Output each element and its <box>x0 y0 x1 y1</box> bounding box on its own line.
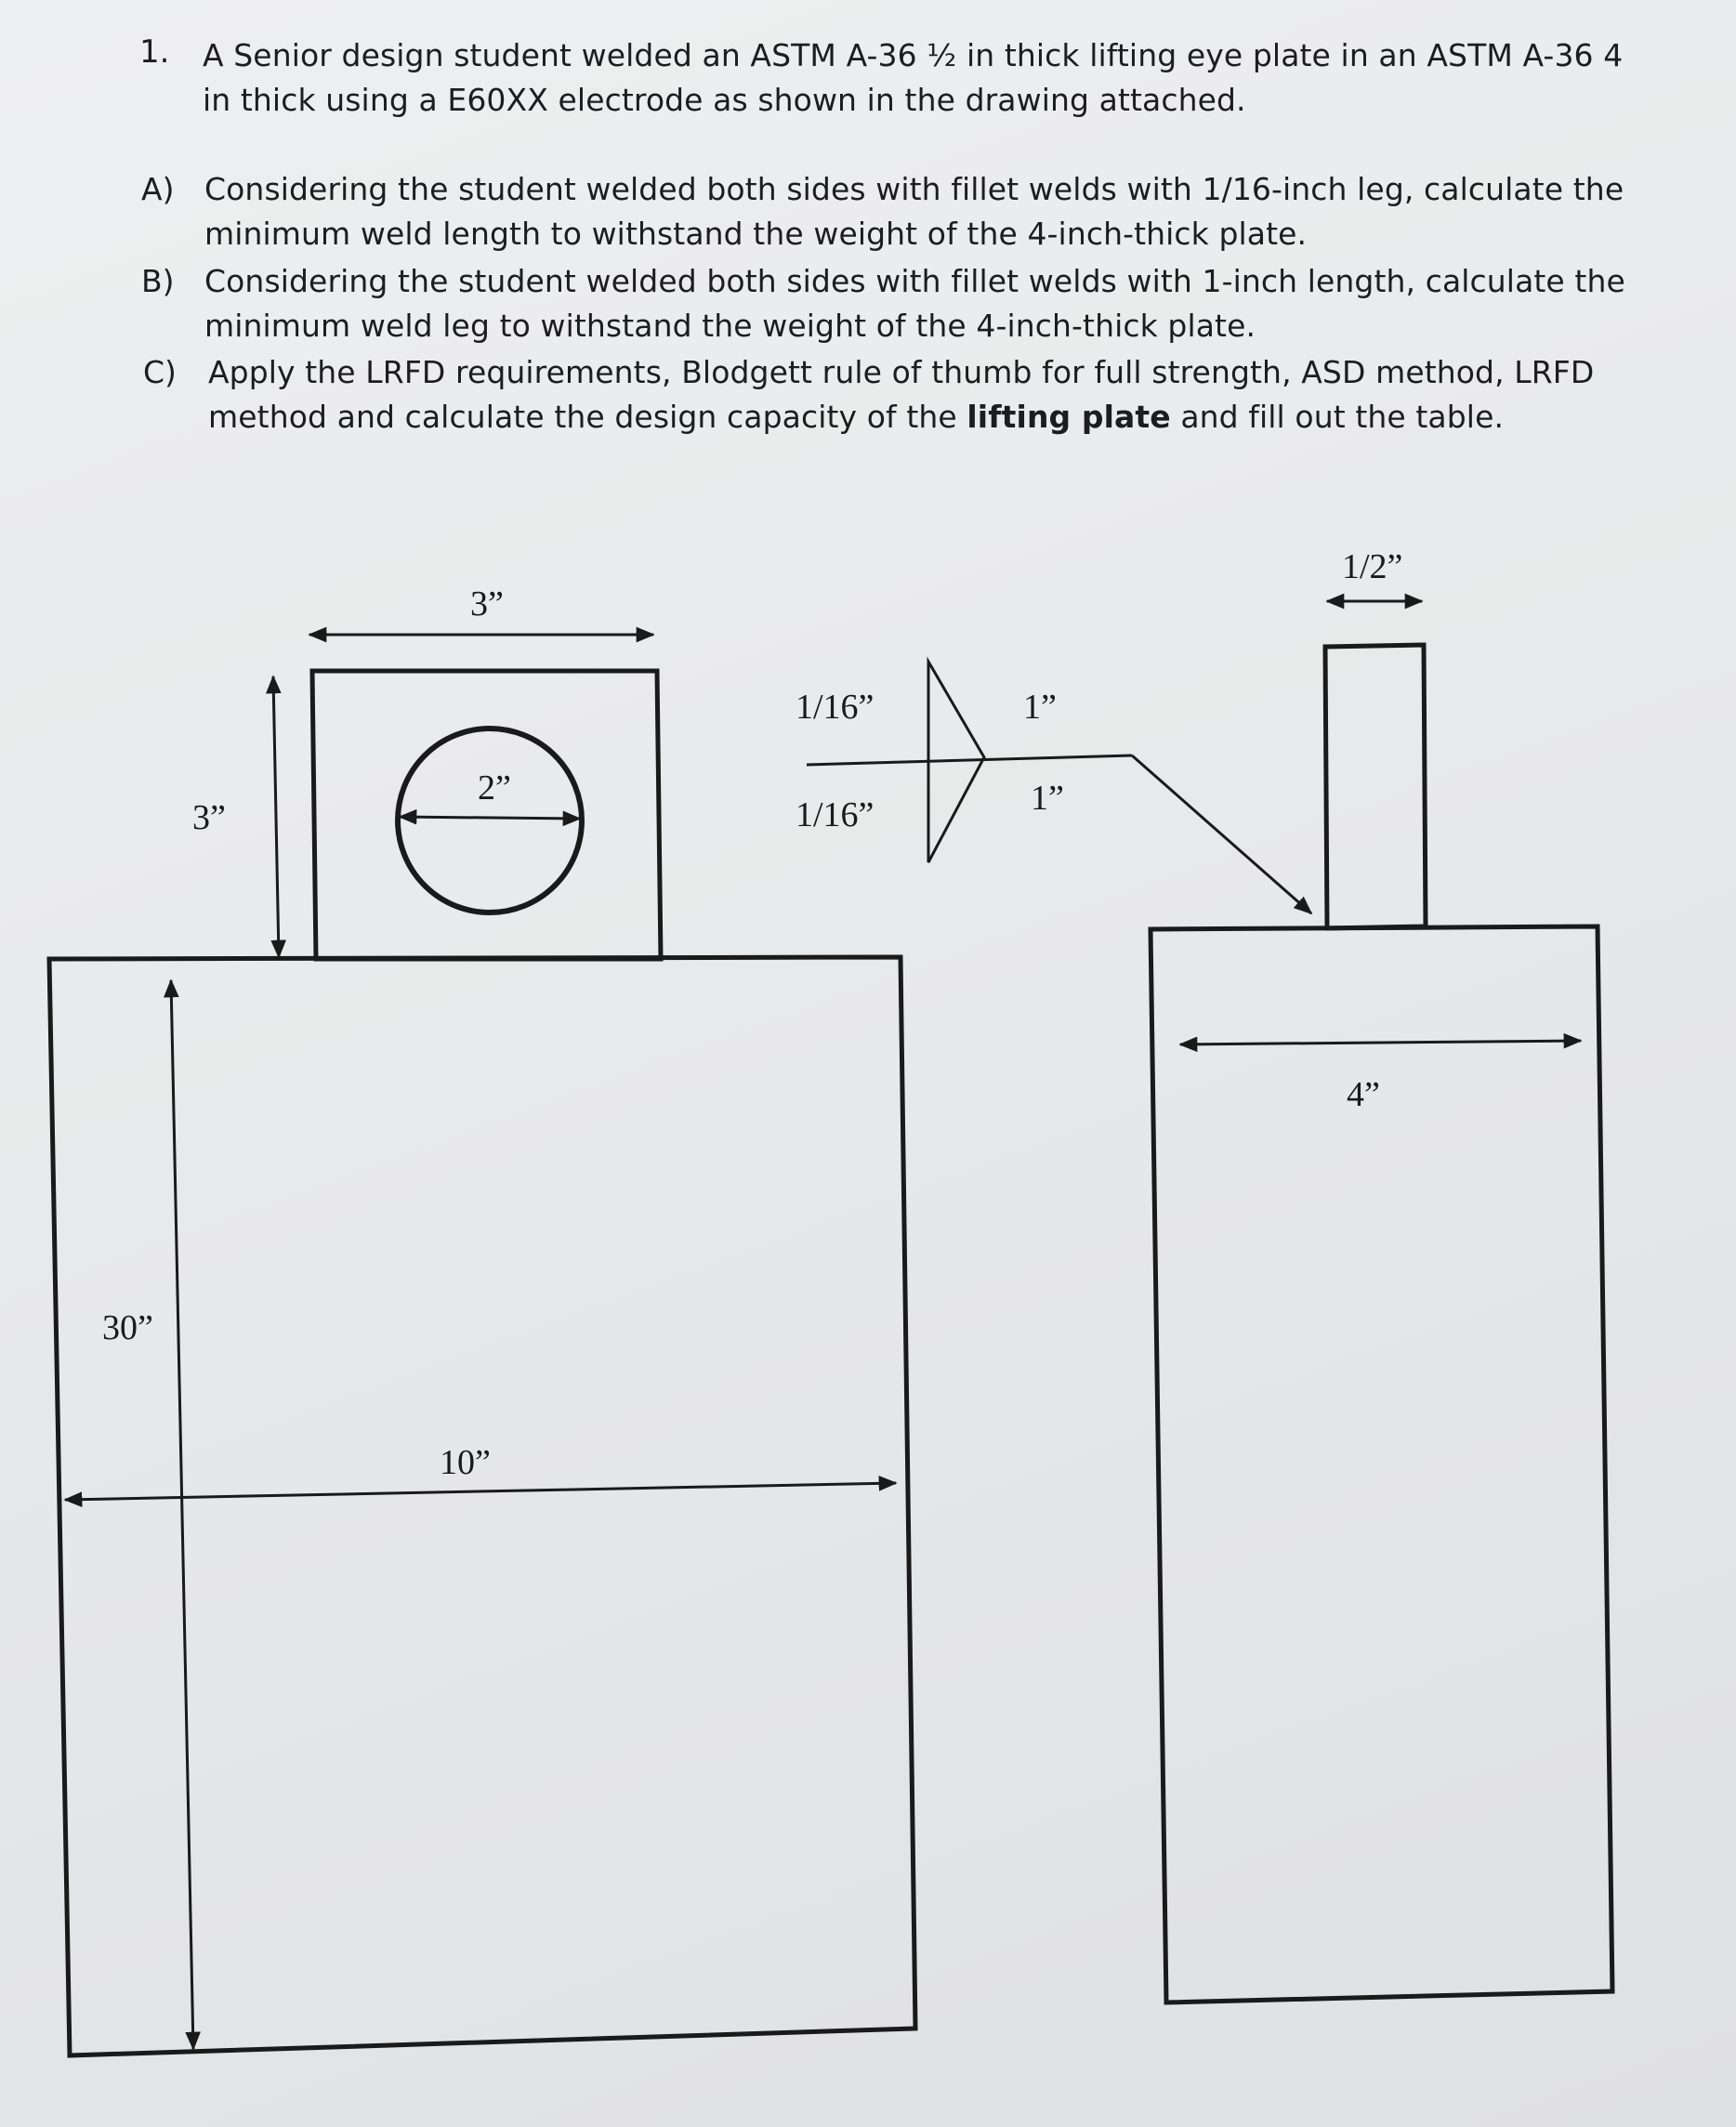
part-b-line-1: Considering the student welded both sides with fillet welds with 1-inch length, calculate the <box>204 263 1625 299</box>
side-plate-thickness-label: 1/2” <box>1342 547 1403 586</box>
statement-line-2: in thick using a E60XX electrode as shown in the drawing attached. <box>203 82 1246 118</box>
part-c-line-2-start: method and calculate the design capacity of the <box>208 399 967 435</box>
weld-symbol-reference-line <box>807 755 1132 765</box>
hole-diameter-label: 2” <box>478 768 511 807</box>
base-height-dimension-line <box>171 980 193 2049</box>
base-width-dimension-line <box>65 1483 896 1500</box>
base-width-label: 10” <box>440 1443 491 1482</box>
eye-hole <box>398 729 582 913</box>
statement-line-1: A Senior design student welded an ASTM A-36 ½ in thick lifting eye plate in an ASTM A-36 4 <box>203 37 1624 73</box>
eye-height-label: 3” <box>192 798 226 837</box>
part-b-line-2: minimum weld leg to withstand the weight of the 4-inch-thick plate. <box>204 308 1256 344</box>
base-plate-outline <box>49 957 915 2055</box>
weld-length-top-label: 1” <box>1023 688 1057 727</box>
lifting-plate-emphasis: lifting plate <box>967 399 1171 435</box>
side-base-thickness-label: 4” <box>1347 1075 1380 1114</box>
part-a-letter: A) <box>141 171 175 207</box>
hole-diameter-dimension-line <box>400 817 580 819</box>
part-b-letter: B) <box>141 263 175 299</box>
question-number: 1. <box>139 33 170 71</box>
base-height-label: 30” <box>102 1308 153 1347</box>
weld-symbol-leader-arrow <box>1132 755 1311 913</box>
eye-height-dimension-line <box>273 676 279 957</box>
part-c-line-2-end: and fill out the table. <box>1170 399 1505 435</box>
weld-leg-top-label: 1/16” <box>796 688 875 727</box>
eye-plate-outline <box>312 671 661 959</box>
eye-width-label: 3” <box>470 584 504 624</box>
side-eye-plate-outline <box>1325 645 1426 928</box>
side-base-thickness-dimension-line <box>1180 1041 1581 1044</box>
part-a-line-2: minimum weld length to withstand the weight of the 4-inch-thick plate. <box>204 216 1308 252</box>
weld-length-bottom-label: 1” <box>1031 779 1064 818</box>
side-base-plate-outline <box>1151 926 1612 2002</box>
weld-leg-bottom-label: 1/16” <box>796 795 875 834</box>
part-c-line-1: Apply the LRFD requirements, Blodgett rule of thumb for full strength, ASD method, LRFD <box>208 354 1595 390</box>
part-a-line-1: Considering the student welded both sides with fillet welds with 1/16-inch leg, calculate the <box>204 171 1624 207</box>
part-c-letter: C) <box>143 354 177 390</box>
